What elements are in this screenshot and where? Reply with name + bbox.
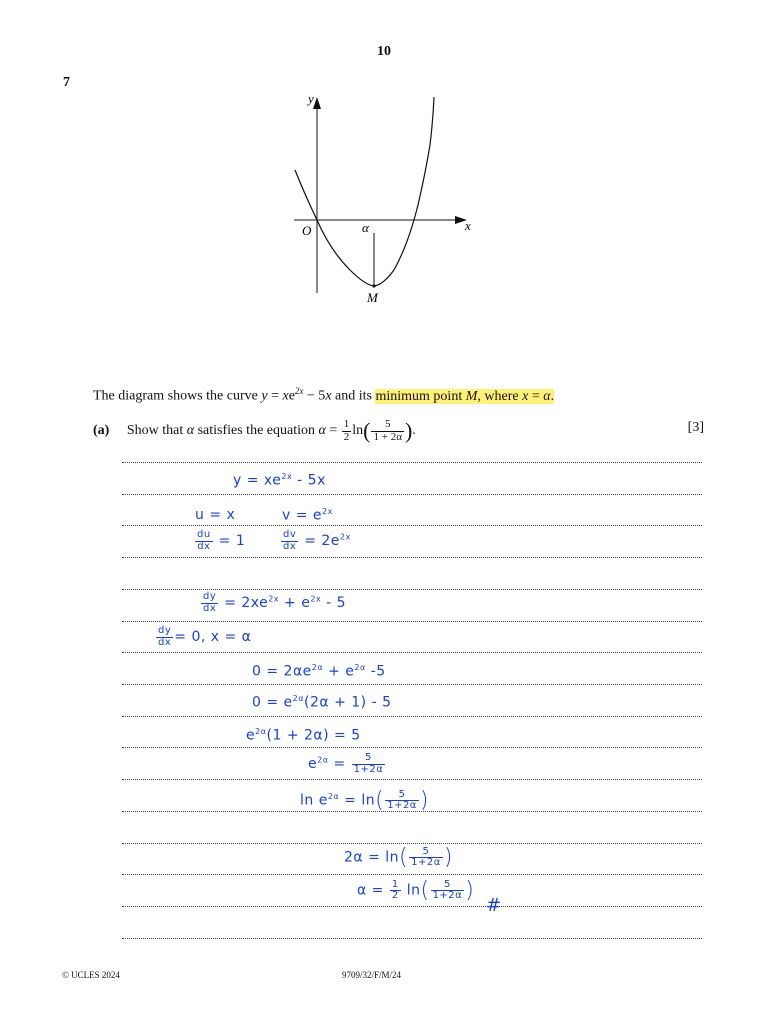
answer-line (122, 906, 702, 907)
working-line-5: $\frac{dy}{dx}$ = 0, x = α (158, 625, 252, 648)
working-line-6: $0 = 2\alpha e^{2\alpha} + e^{2\alpha}$ -5 (252, 663, 386, 680)
x-label: x (465, 218, 471, 233)
part-a-question: (a) Show that α satisfies the equation α = $\frac{1}{2}$ ln( $\frac{5}{1 + 2\alpha}$ ). (93, 417, 416, 443)
working-line-11: 2α = ln( $\frac{5}{1+2\alpha}$ ) (344, 845, 453, 870)
question-number: 7 (63, 75, 70, 90)
marks: [3] (687, 420, 704, 435)
answer-line (122, 716, 702, 717)
footer-copyright: © UCLES 2024 (62, 970, 120, 980)
working-line-2b: $v = e^{2x}$ (282, 507, 333, 524)
working-line-9: $e^{2\alpha}$ = $\frac{5}{1+2\alpha}$ (308, 752, 384, 775)
answer-line (122, 494, 702, 495)
answer-line (122, 779, 702, 780)
alpha-label: α (362, 220, 369, 235)
answer-line (122, 621, 702, 622)
y-axis-arrow (313, 97, 321, 109)
qed-mark: # (486, 895, 502, 916)
footer-paper-code: 9709/32/F/M/24 (342, 970, 402, 980)
answer-line (122, 938, 702, 939)
highlight: minimum point M, where x = α. (375, 388, 555, 404)
answer-line (122, 652, 702, 653)
working-line-7: $0 = e^{2\alpha}(2\alpha + 1) - 5$ (252, 694, 392, 711)
min-label: M (367, 290, 378, 305)
working-line-3b: $\frac{dv}{dx}$ = $2e^{2x}$ (283, 529, 351, 552)
y-label: y (308, 91, 314, 106)
answer-line (122, 525, 702, 526)
working-line-12: α = $\frac{1}{2}$ ln( $\frac{5}{1+2\alpha}$ ) (357, 878, 475, 903)
ln-fraction: $\frac{5}{1 + 2\alpha}$ (373, 417, 402, 443)
question-stem: The diagram shows the curve $y = xe^{2x} - 5x$ and its minimum point M, where x = α. (93, 386, 555, 404)
answer-line (122, 462, 702, 463)
part-label: (a) (93, 423, 110, 439)
working-line-8: $e^{2\alpha}(1 + 2\alpha) = 5$ (246, 727, 361, 744)
working-line-1: $y = xe^{2x} - 5x$ (233, 472, 326, 489)
working-line-4: $\frac{dy}{dx}$ = $2xe^{2x} + e^{2x} - 5$ (203, 591, 347, 614)
answer-line (122, 557, 702, 558)
working-line-2a: u = x (195, 507, 236, 523)
half-fraction: $\frac{1}{2}$ (343, 417, 350, 443)
answer-line (122, 589, 702, 590)
page-number: 10 (377, 44, 391, 59)
working-line-3a: $\frac{du}{dx}$ = 1 (197, 529, 246, 552)
answer-line (122, 684, 702, 685)
answer-line (122, 843, 702, 844)
curve-diagram (280, 85, 490, 310)
answer-line (122, 747, 702, 748)
curve (295, 97, 434, 286)
answer-line (122, 874, 702, 875)
origin-label: O (302, 223, 312, 238)
working-line-10: $\ln e^{2\alpha} = \ln$( $\frac{5}{1+2\alpha}$ ) (300, 788, 429, 813)
minimum-point (372, 284, 375, 287)
